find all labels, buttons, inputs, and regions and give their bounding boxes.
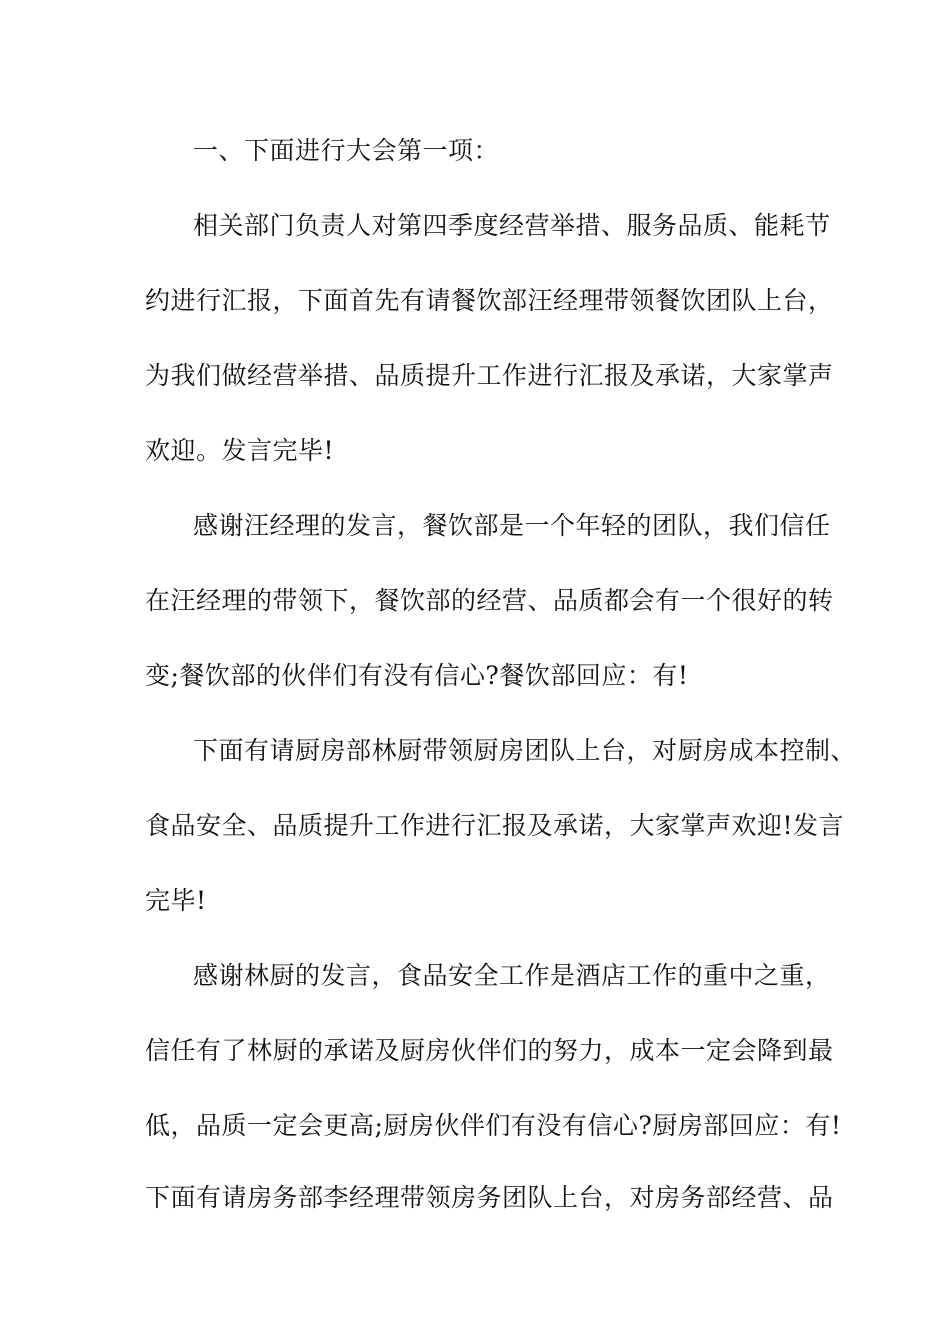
text-line: 低，品质一定会更高;厨房伙伴们有没有信心?厨房部回应：有! [145, 1111, 842, 1140]
text-line: 感谢林厨的发言，食品安全工作是酒店工作的重中之重， [193, 961, 831, 990]
text-line: 信任有了林厨的承诺及厨房伙伴们的努力，成本一定会降到最 [145, 1036, 834, 1065]
text-line: 相关部门负责人对第四季度经营举措、服务品质、能耗节 [193, 211, 831, 240]
text-line: 感谢汪经理的发言，餐饮部是一个年轻的团队，我们信任 [193, 511, 831, 540]
text-line: 在汪经理的带领下，餐饮部的经营、品质都会有一个很好的转 [145, 586, 834, 615]
text-line: 下面有请房务部李经理带领房务团队上台，对房务部经营、品 [145, 1183, 834, 1212]
text-line: 变;餐饮部的伙伴们有没有信心?餐饮部回应：有! [145, 661, 689, 690]
text-line: 下面有请厨房部林厨带领厨房团队上台，对厨房成本控制、 [193, 736, 857, 765]
text-line: 欢迎。发言完毕! [145, 436, 335, 465]
text-line: 一、下面进行大会第一项： [193, 136, 500, 165]
text-line: 为我们做经营举措、品质提升工作进行汇报及承诺，大家掌声 [145, 361, 834, 390]
text-line: 约进行汇报，下面首先有请餐饮部汪经理带领餐饮团队上台， [145, 286, 834, 315]
text-line: 食品安全、品质提升工作进行汇报及承诺，大家掌声欢迎!发言 [145, 811, 845, 840]
text-line: 完毕! [145, 886, 207, 915]
